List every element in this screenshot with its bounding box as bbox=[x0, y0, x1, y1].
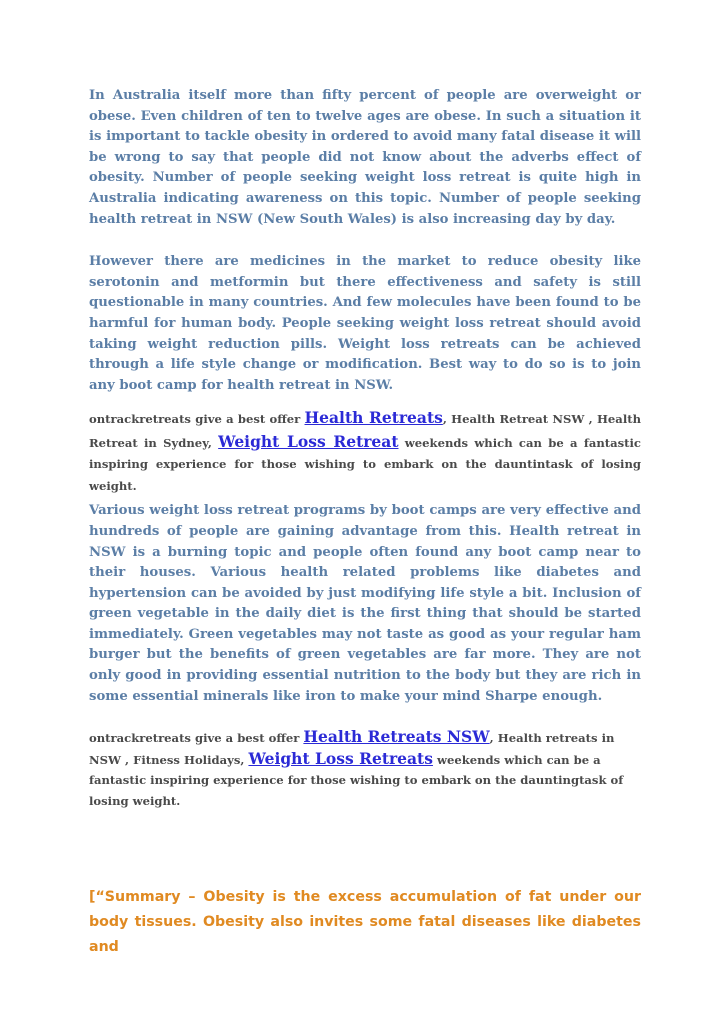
document-body bbox=[89, 86, 641, 811]
offer-text: weekends which can be a fantastic inspiring experience for those wishing to embark on the dauntintask of losing weight. bbox=[89, 435, 641, 493]
offer-paragraph-2 bbox=[89, 727, 641, 811]
offer-text: , Health Retreat NSW , Health Retreat in Sydney, bbox=[89, 412, 642, 450]
summary-text: [“Summary – Obesity is the excess accumulation of fat under our body tissues. Obesity also invites some fatal diseases like diabetes and bbox=[89, 889, 641, 955]
offer-text: ontrackretreats give a best offer bbox=[89, 731, 304, 746]
health-retreats-nsw-link[interactable]: Health Retreats NSW bbox=[303, 727, 490, 747]
paragraph-boot-camps: Various weight loss retreat programs by boot camps are very effective and hundreds of people are gaining advantage from this. Health retreat in NSW is a burning topic and people often found any boot camp near to their houses. Various health related problems like diabetes and hypertension can be avoided by just modifying life style a bit. Inclusion of green vegetable in the daily diet is the first thing that should be started immediately. Green vegetables may not taste as good as your regular ham burger but the benefits of green vegetables are far more. They are not only good in providing essential nutrition to the body but they are rich in some essential minerals like iron to make your mind Sharpe enough. bbox=[89, 503, 641, 704]
offer-text: ontrackretreats give a best offer bbox=[89, 412, 305, 427]
paragraph-obesity-australia: In Australia itself more than fifty percent of people are overweight or obese. Even children of ten to twelve ages are obese. In such a situation it is important to tackle obesity in ordered to avoid many fatal disease it will be wrong to say that people did not know about the adverbs effect of obesity. Number of people seeking weight loss retreat is quite high in Australia indicating awareness on this topic. Number of people seeking health retreat in NSW (New South Wales) is also increasing day by day. bbox=[89, 88, 641, 227]
weight-loss-retreat-link[interactable]: Weight Loss Retreat bbox=[218, 431, 399, 451]
offer-text: , Health retreats in NSW , Fitness Holidays, bbox=[89, 731, 615, 767]
weight-loss-retreats-link[interactable]: Weight Loss Retreats bbox=[248, 748, 433, 768]
offer-paragraph-1 bbox=[89, 407, 641, 497]
health-retreats-link[interactable]: Health Retreats bbox=[304, 408, 443, 428]
offer-text: weekends which can be a fantastic inspiring experience for those wishing to embark on the dauntingtask of losing weight. bbox=[89, 752, 624, 808]
paragraph-medicines: However there are medicines in the market to reduce obesity like serotonin and metformin but there effectiveness and safety is still questionable in many countries. And few molecules have been found to be harmful for human body. People seeking weight loss retreat should avoid taking weight reduction pills. Weight loss retreats can be achieved through a life style change or modification. Best way to do so is to join any boot camp for health retreat in NSW. bbox=[89, 254, 641, 393]
